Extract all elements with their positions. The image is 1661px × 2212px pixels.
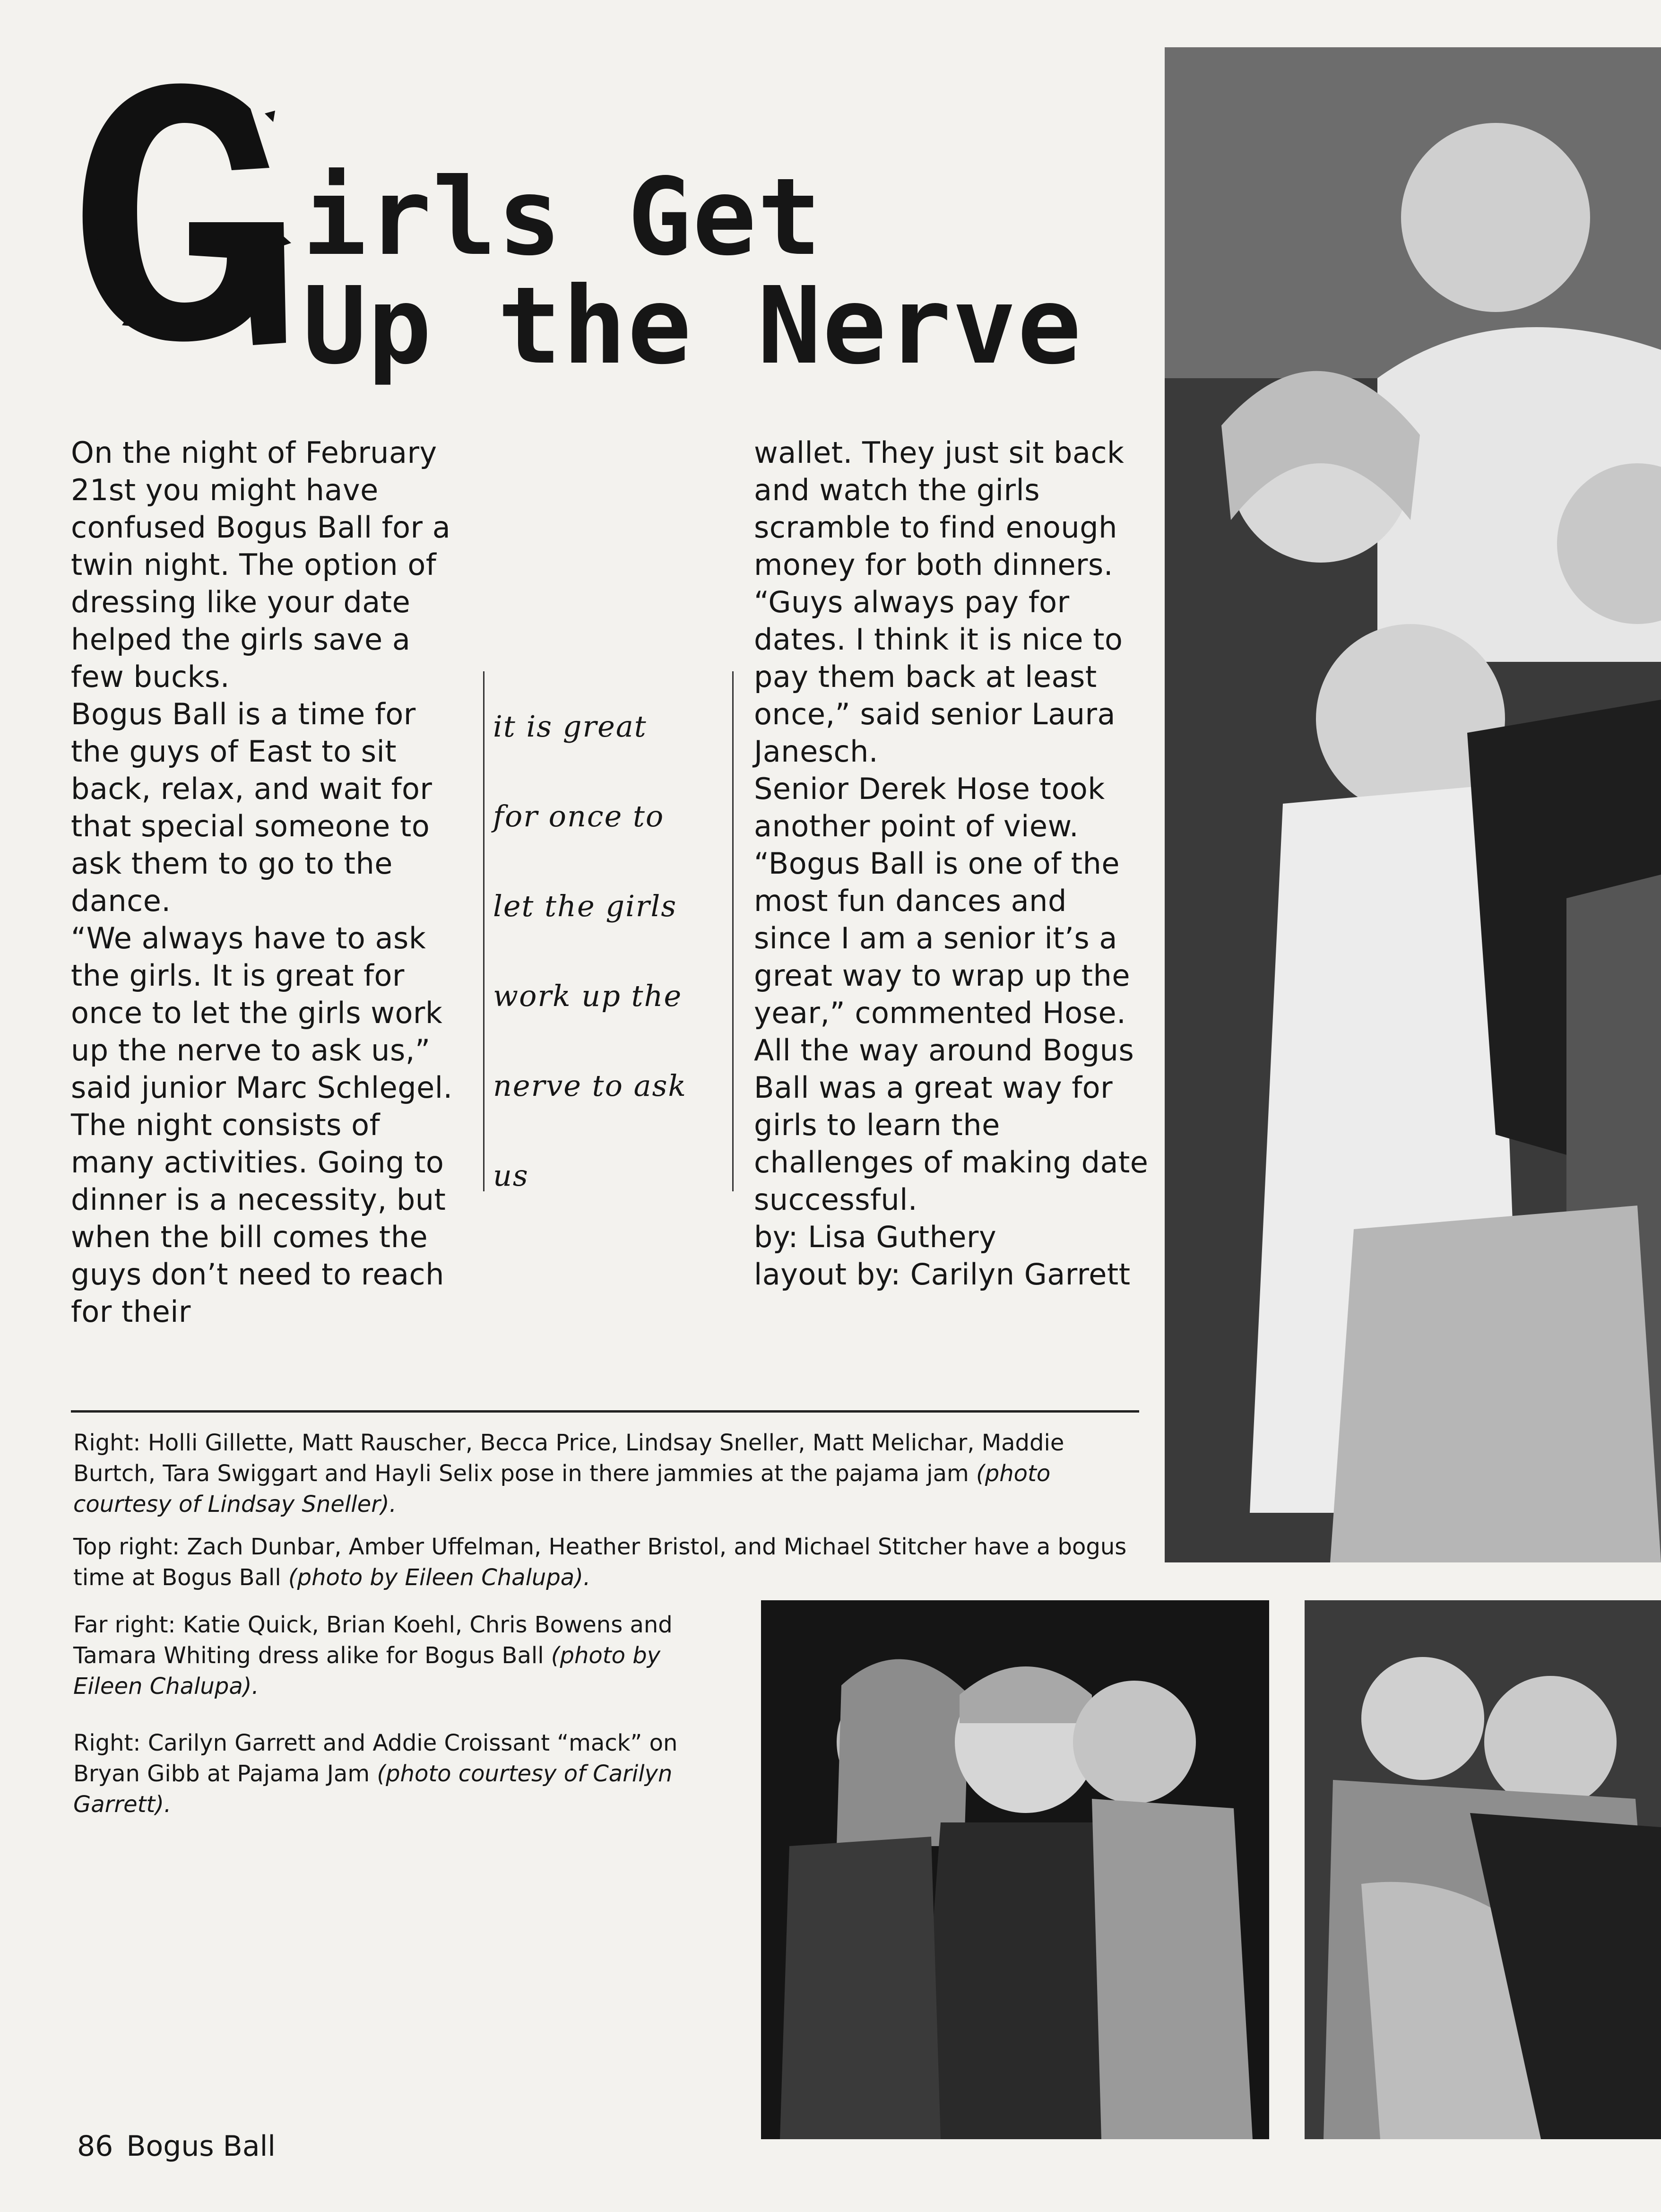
article-column-1 <box>71 434 468 1330</box>
title-line-1: irls Get <box>303 156 822 279</box>
paragraph: Senior Derek Hose took another point of view. <box>754 772 1105 843</box>
paragraph: “We always have to ask the girls. It is great for once to let the girls work up the nerve to ask us,” said junior Marc Schlegel. <box>71 921 453 1105</box>
photo-group-top-right <box>1165 47 1661 1562</box>
paragraph: All the way around Bogus Ball was a great way for girls to learn the challenges of making date successful. <box>754 1033 1149 1217</box>
caption-credit: (photo courtesy of Lindsay Sneller). <box>73 1460 1051 1518</box>
page-number: 86 <box>77 2130 113 2163</box>
caption-credit: (photo by Eileen Chalupa). <box>288 1564 591 1591</box>
caption <box>73 1728 735 1820</box>
layout-credit: layout by: Carilyn Garrett <box>754 1257 1131 1292</box>
pull-quote <box>483 671 734 1191</box>
photo-bogus-ball-couples <box>1305 1600 1661 2139</box>
paragraph: On the night of February 21st you might have confused Bogus Ball for a twin night. The option of dressing like your date helped the girls save a few bucks. <box>71 435 451 694</box>
page-footer <box>77 2130 289 2163</box>
divider-rule <box>71 1410 1139 1413</box>
paragraph: Bogus Ball is a time for the guys of East to sit back, relax, and wait for that special someone to ask them to go to the dance. <box>71 697 433 918</box>
caption-text: Right: Carilyn Garrett and Addie Croissant “mack” on Bryan Gibb at Pajama Jam <box>73 1730 678 1787</box>
pull-quote-text: it is great for once to let the girls work up the nerve to ask us <box>493 709 687 1193</box>
paragraph: “Guys always pay for dates. I think it is nice to pay them back at least once,” said senior Laura Janesch. <box>754 585 1123 769</box>
caption-text: Right: Holli Gillette, Matt Rauscher, Becca Price, Lindsay Sneller, Matt Melichar, Maddie Burtch, Tara Swiggart and Hayli Selix pose in there jammies at the pajama jam <box>73 1430 1064 1487</box>
caption <box>73 1610 735 1702</box>
section-name: Bogus Ball <box>126 2130 276 2163</box>
caption <box>73 1428 1127 1520</box>
caption-credit: (photo courtesy of Carilyn Garrett). <box>73 1761 673 1818</box>
paragraph: “Bogus Ball is one of the most fun dances and since I am a senior it’s a great way to wrap up the year,” commented Hose. <box>754 846 1131 1030</box>
title-line-2: Up the Nerve <box>303 264 1082 388</box>
paragraph: wallet. They just sit back and watch the girls scramble to find enough money for both dinners. <box>754 435 1125 582</box>
caption-credit: (photo by Eileen Chalupa). <box>73 1642 661 1700</box>
article-column-2 <box>754 434 1151 1293</box>
photo-pajama-jam <box>761 1600 1269 2139</box>
drop-cap-g <box>71 80 293 345</box>
byline: by: Lisa Guthery <box>754 1220 997 1254</box>
caption-text: Far right: Katie Quick, Brian Koehl, Chris Bowens and Tamara Whiting dress alike for Bogus Ball <box>73 1612 673 1669</box>
caption <box>73 1532 1127 1593</box>
caption-text: Top right: Zach Dunbar, Amber Uffelman, Heather Bristol, and Michael Stitcher have a bogus time at Bogus Ball <box>73 1534 1127 1591</box>
paragraph: The night consists of many activities. Going to dinner is a necessity, but when the bill comes the guys don’t need to reach for their <box>71 1108 446 1329</box>
